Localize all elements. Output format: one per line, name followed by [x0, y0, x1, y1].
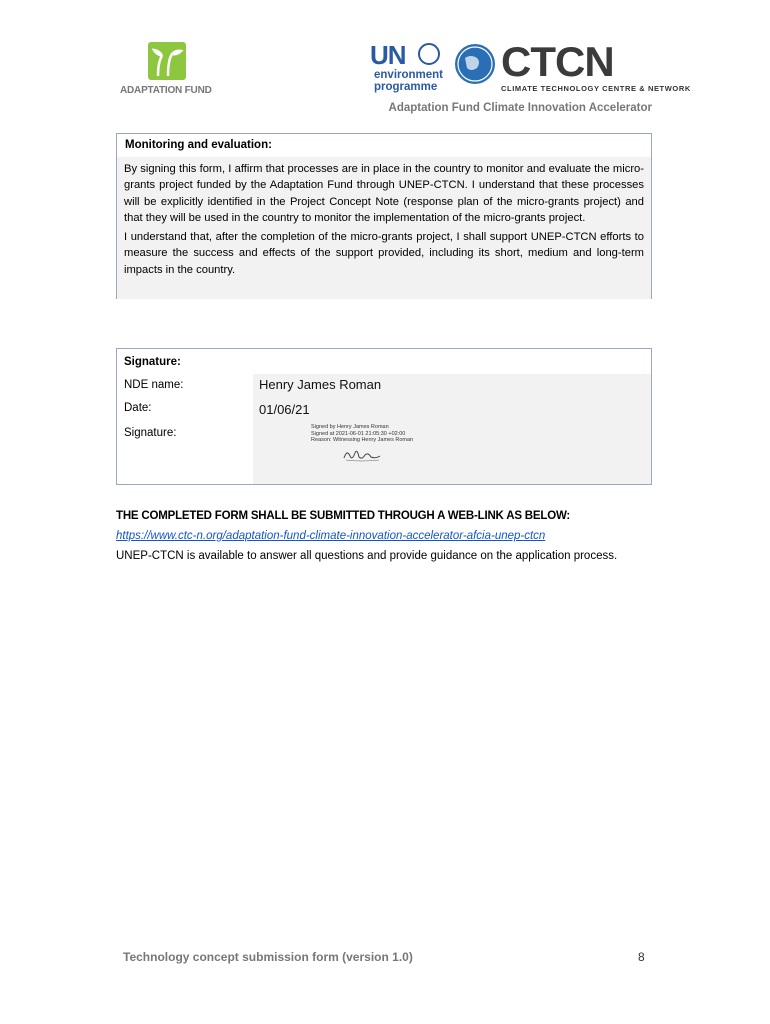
footer-form-name: Technology concept submission form (version 1.0) [123, 950, 413, 964]
signature-label: Signature: [124, 427, 177, 439]
date-value: 01/06/21 [259, 402, 310, 417]
submission-heading: THE COMPLETED FORM SHALL BE SUBMITTED THROUGH A WEB-LINK AS BELOW: [116, 510, 571, 522]
page-header-subtitle: Adaptation Fund Climate Innovation Accelerator [388, 102, 652, 114]
ctcn-wordmark: CTCN [501, 38, 614, 85]
un-emblem-icon [418, 43, 440, 65]
un-subtitle: environment programme [374, 69, 444, 93]
digital-signature-line: Signed by Henry James Roman [311, 424, 389, 430]
monitoring-section [116, 133, 652, 299]
digital-signature-line: Reason: Witnessing Henry James Roman [311, 437, 414, 443]
nde-name-label: NDE name: [124, 379, 184, 391]
submission-link[interactable]: https://www.ctc-n.org/adaptation-fund-climate-innovation-accelerator-afcia-unep-ctcn [116, 530, 546, 542]
digital-signature-text [311, 424, 413, 444]
signature-values [253, 374, 651, 484]
monitoring-paragraph-2: I understand that, after the completion of the micro-grants project, I shall support UNEP-CTCN efforts to measure the success and effects of the support provided, including its short, medium and long-term impacts in the country. [124, 231, 644, 276]
signature-section [116, 348, 652, 485]
monitoring-paragraph-1: By signing this form, I affirm that processes are in place in the country to monitor and evaluate the micro-grants project funded by the Adaptation Fund through UNEP-CTCN. I understand that these processes will be explicitly identified in the Project Concept Note (response plan of the micro-grants project) and that they will be used in the country to monitor the implementation of the micro-grants project. [124, 163, 644, 224]
globe-icon [455, 44, 495, 84]
adaptation-fund-logo [120, 42, 215, 98]
adaptation-fund-wordmark: ADAPTATION FUND [120, 85, 212, 96]
monitoring-body [117, 157, 651, 299]
un-environment-logo [370, 40, 450, 96]
page-number: 8 [638, 950, 645, 964]
ctcn-subtitle: CLIMATE TECHNOLOGY CENTRE & NETWORK [501, 84, 691, 93]
handwritten-signature-image [341, 446, 383, 464]
ctcn-logo [455, 38, 691, 98]
monitoring-title: Monitoring and evaluation: [125, 139, 272, 151]
submission-note: UNEP-CTCN is available to answer all questions and provide guidance on the application process. [116, 550, 618, 562]
signature-title: Signature: [124, 356, 181, 368]
nde-name-value: Henry James Roman [259, 377, 382, 392]
digital-signature-line: Signed at 2021-06-01 21:05:30 +02:00 [311, 430, 406, 437]
leaf-icon [148, 42, 186, 80]
un-wordmark: UN [370, 40, 406, 70]
date-label: Date: [124, 402, 152, 414]
